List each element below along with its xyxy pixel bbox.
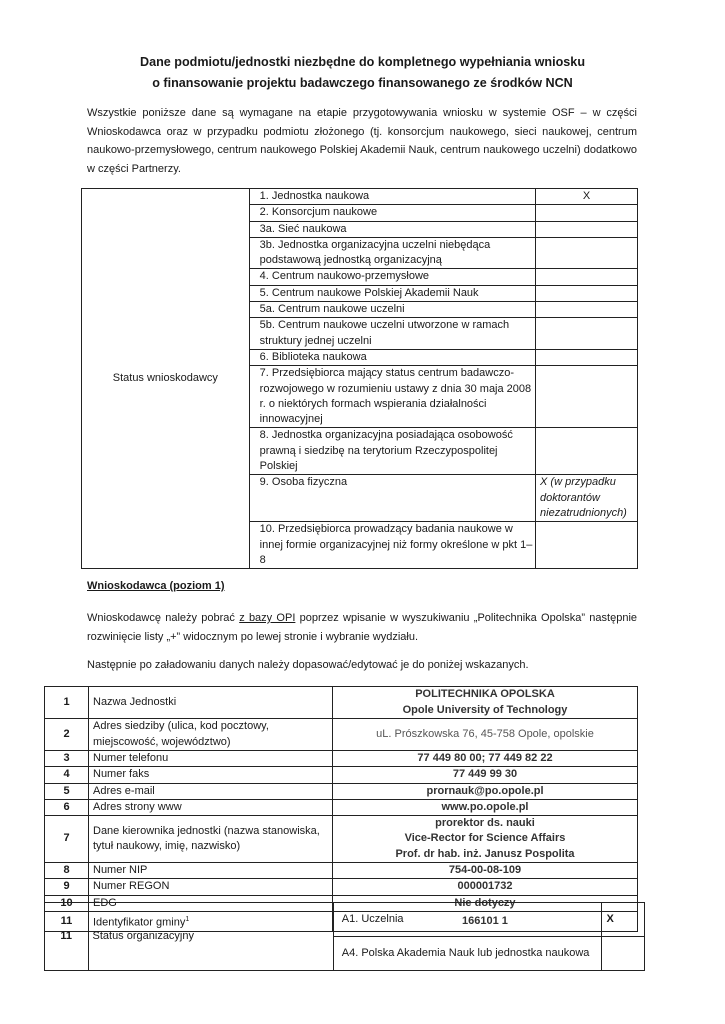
field-value [333, 719, 638, 751]
row-number: 11 [45, 911, 89, 931]
status-option-mark [536, 285, 638, 301]
status-org-mark [602, 937, 645, 971]
instruction-text-b: poprzez wpisanie w wyszukiwaniu „Politechnika Opolska” następnie rozwinięcie listy „+” widocznym po lewej stronie i wybranie wydziału. [87, 612, 638, 643]
field-name-text: Adres siedziby (ulica, kod pocztowy, miejscowość, województwo) [93, 720, 269, 748]
field-value-line: POLITECHNIKA OPOLSKA [415, 688, 555, 701]
opi-database-link[interactable]: z bazy OPI [239, 612, 296, 624]
status-option-text: 8. Jednostka organizacyjna posiadająca osobowość prawną i siedzibę na terytorium Rzeczypospolitej Polskiej [249, 428, 535, 475]
field-name [89, 783, 333, 799]
status-option-mark [536, 522, 638, 569]
row-number: 7 [45, 816, 89, 863]
field-name [89, 719, 333, 751]
field-value-line: 77 449 99 30 [452, 768, 518, 781]
status-option-mark [536, 428, 638, 475]
status-option-row [82, 189, 638, 205]
field-name [89, 816, 333, 863]
data-row [45, 799, 638, 815]
footnote-ref: 1 [185, 915, 190, 923]
data-row [45, 816, 638, 863]
data-row [45, 687, 638, 719]
field-value [333, 879, 638, 895]
field-name [89, 863, 333, 879]
status-org-mark: X [602, 903, 645, 937]
status-option-mark: X [536, 189, 638, 205]
instruction-paragraph-1 [87, 609, 637, 646]
row-number: 6 [45, 799, 89, 815]
field-value-line: uL. Prószkowska 76, 45-758 Opole, opolskie [376, 727, 594, 740]
status-option-mark [536, 237, 638, 269]
title-line-2: o finansowanie projektu badawczego finansowanego ze środków NCN [152, 76, 573, 90]
field-name-text: Dane kierownika jednostki (nazwa stanowiska, tytuł naukowy, imię, nazwisko) [93, 824, 320, 853]
status-option-text: 2. Konsorcjum naukowe [249, 205, 535, 221]
instruction-paragraph-2: Następnie po załadowaniu danych należy dopasować/edytować je do poniżej wskazanych. [87, 659, 529, 671]
status-option-text: 1. Jednostka naukowa [249, 189, 535, 205]
field-value [333, 863, 638, 879]
status-option-mark [536, 366, 638, 428]
status-option-mark [536, 318, 638, 350]
field-value-line: www.po.opole.pl [441, 800, 529, 813]
field-value-line: 77 449 80 00; 77 449 82 22 [417, 752, 553, 764]
field-value [333, 767, 638, 783]
instruction-text-a: Wnioskodawcę należy pobrać [87, 612, 240, 624]
field-value-line: Prof. dr hab. inż. Janusz Pospolita [395, 847, 575, 860]
status-label: Status wnioskodawcy [82, 189, 250, 569]
row-number: 10 [45, 895, 89, 911]
row-number: 1 [45, 687, 89, 719]
row-number: 8 [45, 863, 89, 879]
field-value-line: 166101 1 [462, 914, 508, 927]
document-title [0, 52, 725, 94]
status-option-text: 3a. Sieć naukowa [249, 221, 535, 237]
status-org-label: Status organizacyjny [88, 903, 333, 971]
intro-paragraph: Wszystkie poniższe dane są wymagane na etapie przygotowywania wniosku w systemie OSF – w części Wnioskodawca oraz w przypadku podmiotu złożonego (tj. konsorcjum naukowego, sieci naukowej, centrum naukowo-przemysłowego, centrum naukowego Polskiej Akademii Nauk, centrum naukowego uczelni) dodatkowo w części Partnerzy. [87, 107, 637, 175]
field-name [89, 751, 333, 767]
applicant-status-table [81, 188, 638, 569]
field-value [333, 799, 638, 815]
status-org-option: A4. Polska Akademia Nauk lub jednostka naukowa [333, 937, 602, 971]
status-option-text: 4. Centrum naukowo-przemysłowe [249, 269, 535, 285]
status-option-text: 5b. Centrum naukowe uczelni utworzone w ramach struktury jednej uczelni [249, 318, 535, 350]
row-number: 5 [45, 783, 89, 799]
field-value-line: 000001732 [457, 880, 513, 893]
field-name-text: Numer NIP [93, 864, 148, 877]
field-name [89, 687, 333, 719]
field-value-line: prornauk@po.opole.pl [426, 784, 544, 797]
field-name [89, 767, 333, 783]
status-option-text: 9. Osoba fizyczna [249, 475, 535, 522]
row-number: 2 [45, 719, 89, 751]
field-value [333, 687, 638, 719]
status-option-text: 10. Przedsiębiorca prowadzący badania naukowe w innej formie organizacyjnej niż formy określone w pkt 1–8 [249, 522, 535, 569]
section-heading: Wnioskodawca (poziom 1) [87, 580, 225, 592]
data-row [45, 879, 638, 895]
organizational-status-table [44, 902, 645, 971]
status-org-number: 11 [45, 903, 89, 971]
field-name-text: Adres e-mail [93, 784, 155, 797]
field-name-text: EDG [93, 896, 117, 909]
field-name-text: Adres strony www [93, 800, 182, 813]
field-value [333, 816, 638, 863]
field-value-line: 754-00-08-109 [448, 864, 522, 877]
field-value-line: Opole University of Technology [402, 703, 568, 716]
title-line-1: Dane podmiotu/jednostki niezbędne do kompletnego wypełniania wniosku [139, 55, 586, 69]
status-option-mark: X (w przypadku doktorantów niezatrudnionych) [536, 475, 638, 522]
status-option-text: 3b. Jednostka organizacyjna uczelni niebędąca podstawową jednostką organizacyjną [249, 237, 535, 269]
field-value-line: Vice-Rector for Science Affairs [404, 832, 566, 845]
row-number: 9 [45, 879, 89, 895]
status-option-mark [536, 221, 638, 237]
data-row [45, 863, 638, 879]
status-option-mark [536, 349, 638, 365]
data-row [45, 719, 638, 751]
field-value-line: Nie dotyczy [454, 896, 516, 909]
field-name [89, 879, 333, 895]
row-number: 3 [45, 751, 89, 767]
data-row [45, 783, 638, 799]
status-option-text: 5. Centrum naukowe Polskiej Akademii Nauk [249, 285, 535, 301]
field-name-text: Numer telefonu [93, 752, 169, 764]
field-value [333, 751, 638, 767]
status-org-option: A1. Uczelnia [333, 903, 602, 937]
field-name-text: Nazwa Jednostki [93, 695, 177, 708]
field-name-text: Numer REGON [93, 880, 170, 893]
field-value-line: prorektor ds. nauki [435, 817, 535, 830]
applicant-data-table [44, 686, 638, 932]
field-name [89, 799, 333, 815]
status-option-mark [536, 269, 638, 285]
field-value [333, 783, 638, 799]
field-name-text: Numer faks [93, 768, 150, 781]
status-option-mark [536, 205, 638, 221]
status-option-text: 7. Przedsiębiorca mający status centrum badawczo-rozwojowego w rozumieniu ustawy z dnia 30 maja 2008 r. o niektórych formach wspierania działalności innowacyjnej [249, 366, 535, 428]
data-row [45, 751, 638, 767]
status-option-mark [536, 302, 638, 318]
status-option-text: 6. Biblioteka naukowa [249, 349, 535, 365]
row-number: 4 [45, 767, 89, 783]
data-row [45, 767, 638, 783]
field-name-text: Identyfikator gminy [93, 916, 186, 929]
status-option-text: 5a. Centrum naukowe uczelni [249, 302, 535, 318]
